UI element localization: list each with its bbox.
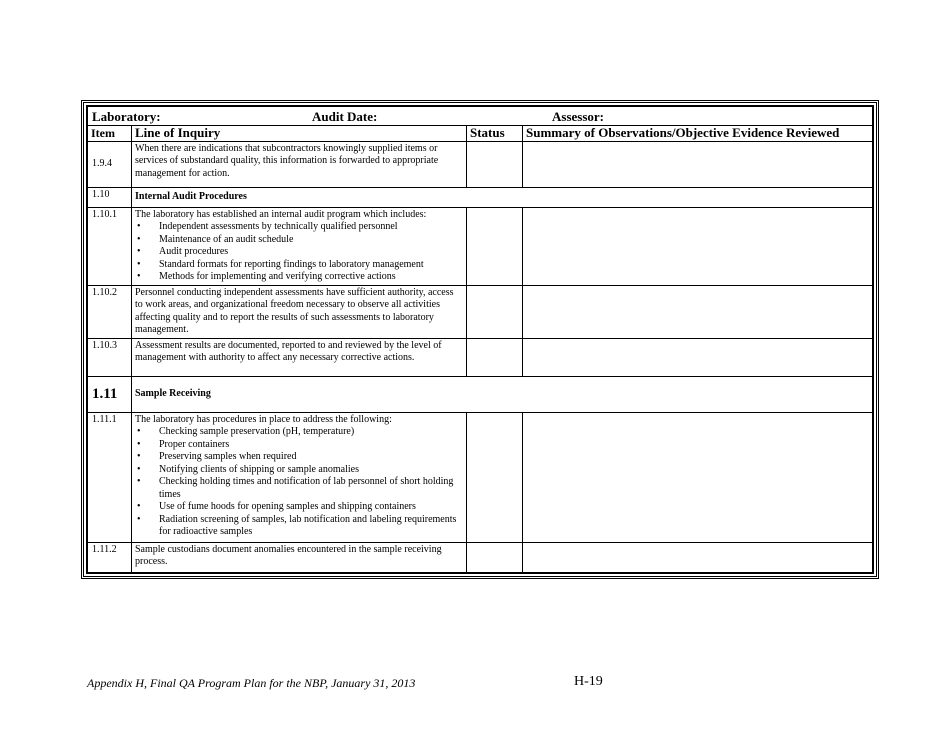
list-item: • Notifying clients of shipping or sample anomalies (159, 464, 463, 477)
list-item: • Maintenance of an audit schedule (159, 234, 463, 247)
inquiry-bullets (135, 426, 463, 539)
audit-checklist-frame (83, 102, 877, 577)
list-item: • Methods for implementing and verifying corrective actions (159, 271, 463, 284)
summary-cell[interactable] (523, 542, 873, 572)
list-item: • Standard formats for reporting findings to laboratory management (159, 259, 463, 272)
inquiry-text: When there are indications that subcontractors knowingly supplied items or services of substandard quality, this information is forwarded to appropriate management for action. (132, 141, 467, 187)
inquiry-cell (132, 412, 467, 542)
list-item: • Audit procedures (159, 246, 463, 259)
inquiry-bullets (135, 221, 463, 284)
column-header-row (88, 126, 873, 142)
table-row (88, 412, 873, 542)
table-row (88, 542, 873, 572)
item-number: 1.9.4 (88, 141, 132, 187)
item-number: 1.11.2 (88, 542, 132, 572)
laboratory-label: Laboratory: (92, 109, 161, 124)
section-row (88, 376, 873, 412)
section-number: 1.11 (88, 376, 132, 412)
inquiry-text: The laboratory has procedures in place to address the following: (135, 413, 392, 425)
inquiry-cell (132, 207, 467, 285)
list-item: • Preserving samples when required (159, 451, 463, 464)
assessor-label: Assessor: (552, 109, 604, 124)
section-number: 1.10 (88, 187, 132, 207)
item-number: 1.10.2 (88, 285, 132, 338)
item-number: 1.10.1 (88, 207, 132, 285)
audit-header-row (88, 107, 873, 126)
status-cell[interactable] (467, 285, 523, 338)
status-column-header: Status (467, 126, 523, 142)
table-row (88, 285, 873, 338)
summary-column-header: Summary of Observations/Objective Evidence Reviewed (523, 126, 873, 142)
inquiry-text: Personnel conducting independent assessments have sufficient authority, access to work areas, and organizational freedom necessary to observe all activities affecting quality and to report the results of such assessments to laboratory management. (132, 285, 467, 338)
list-item: • Independent assessments by technically qualified personnel (159, 221, 463, 234)
summary-cell[interactable] (523, 412, 873, 542)
list-item: • Radiation screening of samples, lab notification and labeling requirements for radioactive samples (159, 514, 463, 539)
status-cell[interactable] (467, 338, 523, 376)
status-cell[interactable] (467, 412, 523, 542)
list-item: • Checking holding times and notification of lab personnel of short holding times (159, 476, 463, 501)
summary-cell[interactable] (523, 338, 873, 376)
item-number: 1.11.1 (88, 412, 132, 542)
list-item: • Checking sample preservation (pH, temperature) (159, 426, 463, 439)
status-cell[interactable] (467, 141, 523, 187)
inquiry-text: The laboratory has established an internal audit program which includes: (135, 208, 427, 220)
status-cell[interactable] (467, 542, 523, 572)
section-row (88, 187, 873, 207)
table-row (88, 141, 873, 187)
section-title: Sample Receiving (132, 376, 873, 412)
table-row (88, 338, 873, 376)
list-item: • Use of fume hoods for opening samples and shipping containers (159, 501, 463, 514)
summary-cell[interactable] (523, 207, 873, 285)
list-item: • Proper containers (159, 439, 463, 452)
table-row (88, 207, 873, 285)
status-cell[interactable] (467, 207, 523, 285)
item-column-header: Item (88, 126, 132, 142)
section-title: Internal Audit Procedures (132, 187, 873, 207)
page-number: H-19 (574, 674, 603, 689)
inquiry-text: Sample custodians document anomalies encountered in the sample receiving process. (132, 542, 467, 572)
footer-document-title: Appendix H, Final QA Program Plan for the NBP, January 31, 2013 (87, 676, 416, 690)
summary-cell[interactable] (523, 141, 873, 187)
audit-checklist-table (87, 106, 873, 573)
audit-date-label: Audit Date: (312, 109, 378, 124)
item-number: 1.10.3 (88, 338, 132, 376)
inquiry-text: Assessment results are documented, reported to and reviewed by the level of management with authority to affect any necessary corrective actions. (132, 338, 467, 376)
summary-cell[interactable] (523, 285, 873, 338)
line-of-inquiry-column-header: Line of Inquiry (132, 126, 467, 142)
